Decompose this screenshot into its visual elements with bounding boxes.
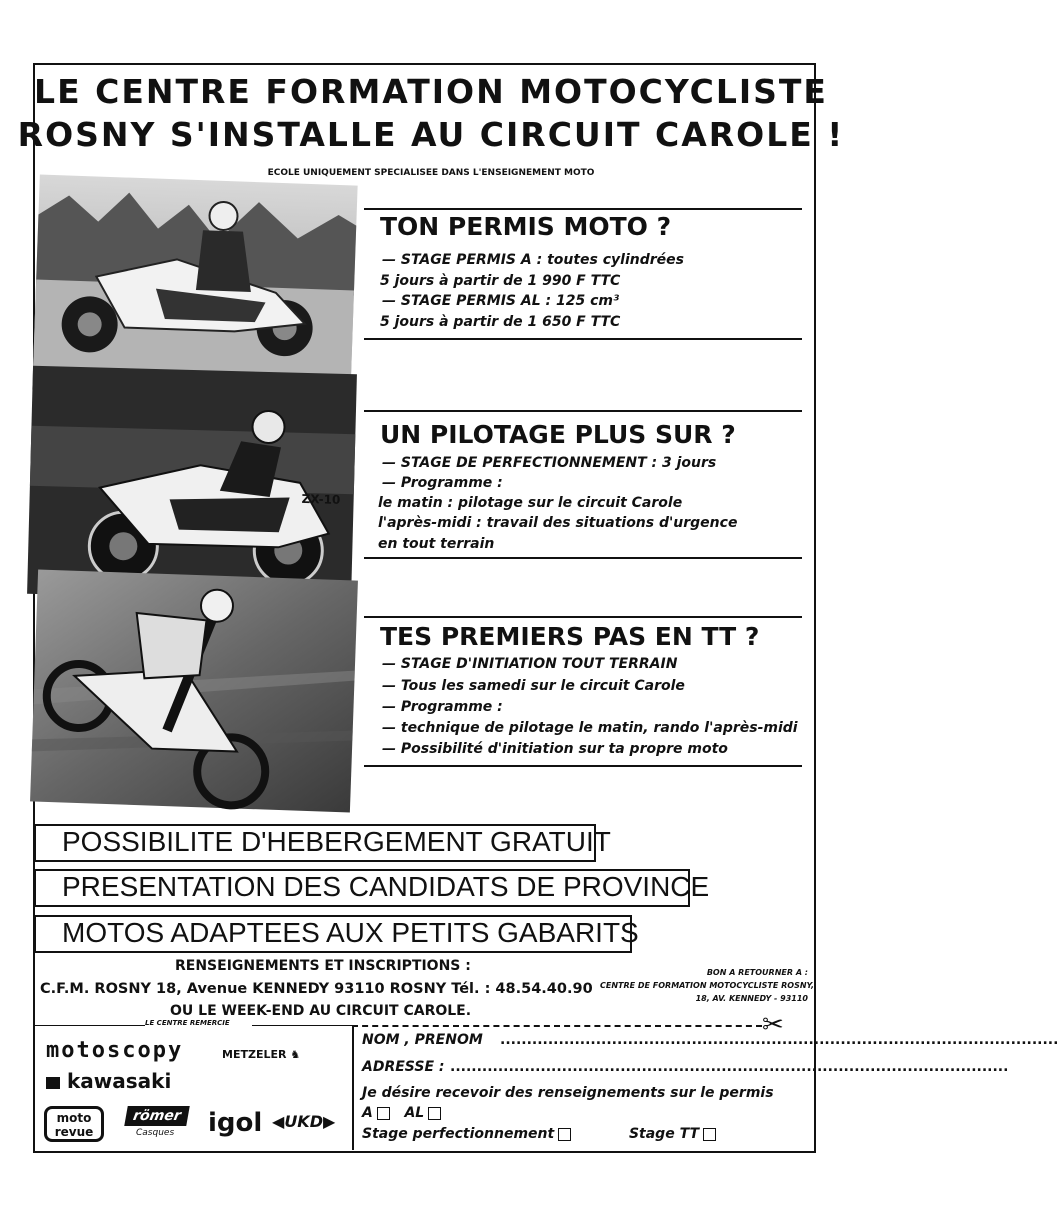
address-field[interactable]: .........................................................................................................	[450, 1059, 1009, 1075]
sponsor-divider-left	[35, 1025, 145, 1026]
option-al-label: AL	[404, 1105, 425, 1121]
section-1-title: TON PERMIS MOTO ?	[380, 212, 672, 241]
section-2-bottom-rule	[364, 557, 802, 559]
info-address: C.F.M. ROSNY 18, Avenue KENNEDY 93110 ROSNY Tél. : 48.54.40.90	[40, 981, 593, 997]
option-al-checkbox[interactable]	[428, 1107, 441, 1120]
ukd-logo: ◀UKD▶	[272, 1112, 336, 1131]
section-3-line: — Tous les samedi sur le circuit Carole	[382, 678, 685, 694]
elephant-icon: ♞	[290, 1048, 301, 1061]
cut-line	[352, 1025, 762, 1027]
option-a-checkbox[interactable]	[377, 1107, 390, 1120]
sponsor-label: LE CENTRE REMERCIE	[145, 1019, 230, 1027]
form-stage-options	[362, 1126, 716, 1142]
form-request-text: Je désire recevoir des renseignements sur le permis	[362, 1085, 774, 1101]
banner-gabarits: MOTOS ADAPTEES AUX PETITS GABARITS	[34, 915, 632, 953]
section-1-line: 5 jours à partir de 1 650 F TTC	[380, 314, 621, 330]
return-to-line-1: BON A RETOURNER A :	[706, 968, 808, 977]
section-1-line: — STAGE PERMIS AL : 125 cm³	[382, 293, 620, 309]
info-title: RENSEIGNEMENTS ET INSCRIPTIONS :	[175, 958, 471, 974]
section-2-line: l'après-midi : travail des situations d'urgence	[378, 515, 738, 531]
section-1-line: — STAGE PERMIS A : toutes cylindrées	[382, 252, 684, 268]
section-3-line: — Possibilité d'initiation sur ta propre moto	[382, 741, 728, 757]
section-3-line: — technique de pilotage le matin, rando l'après-midi	[382, 720, 798, 736]
section-1-bottom-rule	[364, 338, 802, 340]
section-2-title: UN PILOTAGE PLUS SUR ?	[380, 420, 736, 449]
section-3-line: — Programme :	[382, 699, 503, 715]
photo-offroad-motorcycle	[30, 569, 358, 812]
motoscopy-logo: motoscopy	[46, 1038, 184, 1063]
kawasaki-logo: kawasaki	[46, 1069, 171, 1093]
option-perf-checkbox[interactable]	[558, 1128, 571, 1141]
section-2-line: le matin : pilotage sur le circuit Carole	[378, 495, 683, 511]
photo-sport-motorcycle	[27, 366, 357, 602]
section-1-top-rule	[364, 208, 802, 210]
igol-logo: igol	[208, 1108, 263, 1138]
photo-label: ZX-10	[301, 491, 341, 507]
headline-line-1: LE CENTRE FORMATION MOTOCYCLISTE	[34, 72, 828, 111]
banner-candidats: PRESENTATION DES CANDIDATS DE PROVINCE	[34, 869, 690, 907]
return-to-line-2: CENTRE DE FORMATION MOTOCYCLISTE ROSNY,	[600, 981, 815, 990]
option-a-label: A	[362, 1105, 373, 1121]
section-2-top-rule	[364, 410, 802, 412]
section-3-bottom-rule	[364, 765, 802, 767]
option-perf-label: Stage perfectionnement	[362, 1126, 555, 1142]
section-3-line: — STAGE D'INITIATION TOUT TERRAIN	[382, 656, 678, 672]
section-2-line: — STAGE DE PERFECTIONNEMENT : 3 jours	[382, 455, 717, 471]
romer-logo: römer	[124, 1106, 190, 1126]
section-3-top-rule	[364, 616, 802, 618]
kawasaki-mark-icon	[46, 1077, 60, 1089]
tagline: ECOLE UNIQUEMENT SPECIALISEE DANS L'ENSEIGNEMENT MOTO	[267, 168, 595, 178]
option-tt-label: Stage TT	[628, 1126, 699, 1142]
option-tt-checkbox[interactable]	[703, 1128, 716, 1141]
sponsor-divider-right	[252, 1025, 352, 1026]
moto-revue-logo: moto revue	[44, 1106, 104, 1142]
form-address-label: ADRESSE :	[362, 1059, 445, 1075]
section-2-line: — Programme :	[382, 475, 503, 491]
info-weekend: OU LE WEEK-END AU CIRCUIT CAROLE.	[170, 1003, 472, 1019]
return-to-line-3: 18, AV. KENNEDY - 93110	[695, 994, 808, 1003]
metzeler-logo: METZELER ♞	[222, 1048, 301, 1061]
form-name-label: NOM , PRENOM	[362, 1032, 483, 1048]
romer-casques-label: Casques	[136, 1128, 175, 1138]
form-divider	[352, 1025, 354, 1150]
form-permis-options	[362, 1105, 441, 1121]
section-1-line: 5 jours à partir de 1 990 F TTC	[380, 273, 621, 289]
headline-line-2: ROSNY S'INSTALLE AU CIRCUIT CAROLE !	[17, 115, 845, 154]
scissors-icon: ✂	[762, 1010, 784, 1040]
banner-hebergement: POSSIBILITE D'HEBERGEMENT GRATUIT	[34, 824, 596, 862]
name-field[interactable]: .........................................................................................................	[500, 1032, 1058, 1048]
section-3-title: TES PREMIERS PAS EN TT ?	[380, 622, 760, 651]
section-2-line: en tout terrain	[378, 536, 495, 552]
